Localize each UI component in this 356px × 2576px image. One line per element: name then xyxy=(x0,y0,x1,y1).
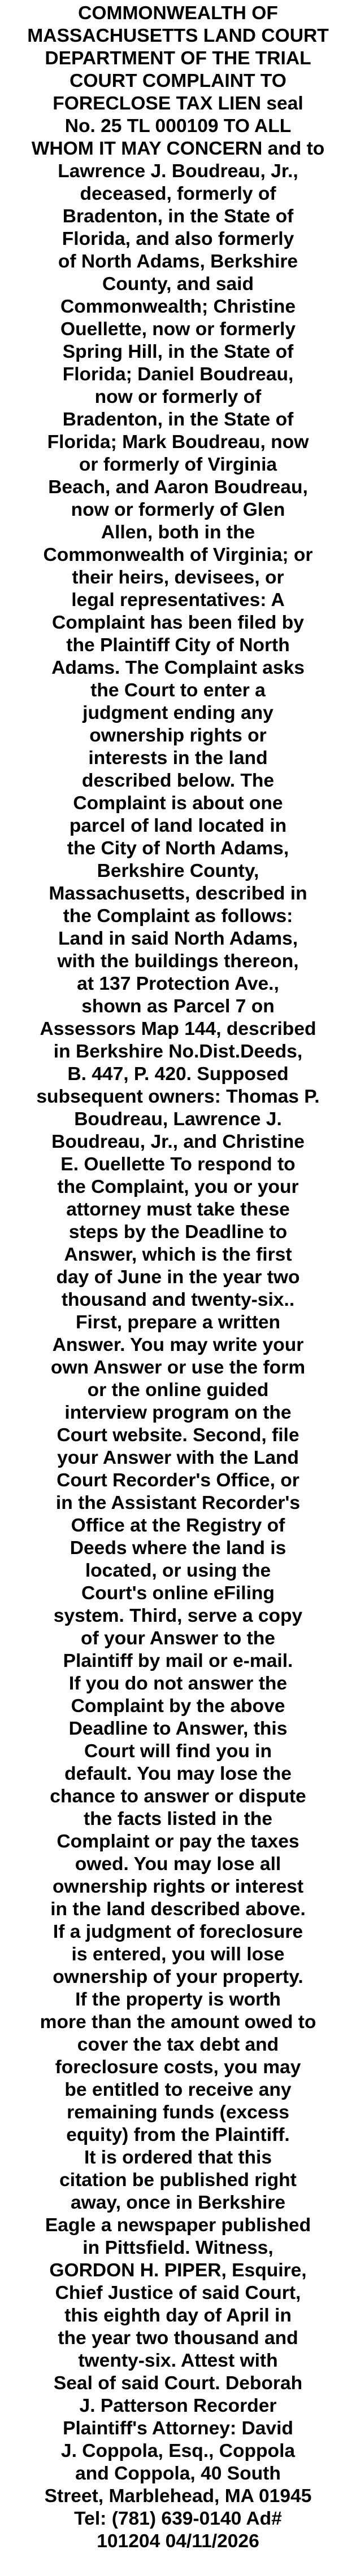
notice-body-text: COMMONWEALTH OF MASSACHUSETTS LAND COURT DEPARTMENT OF THE TRIAL COURT COMPLAINT TO FORECLOSE TAX LIEN seal No. 25 TL 000109 TO ALL WHOM IT MAY CONCERN and to Lawrence J. Boudreau, Jr., deceased, formerly of Bradenton, in the State of Florida, and also formerly of North Adams, Berkshire County, and said Commonwealth; Christine Ouellette, now or formerly Spring Hill, in the State of Florida; Daniel Boudreau, now or formerly of Bradenton, in the State of Florida; Mark Boudreau, now or formerly of Virginia Beach, and Aaron Boudreau, now or formerly of Glen Allen, both in the Commonwealth of Virginia; or their heirs, devisees, or legal representatives: A Complaint has been filed by the Plaintiff City of North Adams. The Complaint asks the Court to enter a judgment ending any ownership rights or interests in the land described below. The Complaint is about one parcel of land located in the City of North Adams, Berkshire County, Massachusetts, described in the Complaint as follows: Land in said North Adams, with the buildings thereon, at 137 Protection Ave., shown as Parcel 7 on Assessors Map 144, described in Berkshire No.Dist.Deeds, B. 447, P. 420. Supposed subsequent owners: Thomas P. Boudreau, Lawrence J. Boudreau, Jr., and Christine E. Ouellette To respond to the Complaint, you or your attorney must take these steps by the Deadline to Answer, which is the first day of June in the year two thousand and twenty-six.. First, prepare a written Answer. You may write your own Answer or use the form or the online guided interview program on the Court website. Second, file your Answer with the Land Court Recorder's Office, or in the Assistant Recorder's Office at the Registry of Deeds where the land is located, or using the Court's online eFiling system. Third, serve a copy of your Answer to the Plaintiff by mail or e-mail. If you do not answer the Complaint by the above Deadline to Answer, this Court will find you in default. You may lose the chance to answer or dispute the facts listed in the Complaint or pay the taxes owed. You may lose all ownership rights or interest in the land described above. If a judgment of foreclosure is entered, you will lose ownership of your property. If the property is worth more than the amount owed to cover the tax debt and foreclosure costs, you may be entitled to receive any remaining funds (excess equity) from the Plaintiff. It is ordered that this citation be published right away, once in Berkshire Eagle a newspaper published in Pittsfield. Witness, GORDON H. PIPER, Esquire, Chief Justice of said Court, this eighth day of April in the year two thousand and twenty-six. Attest with Seal of said Court. Deborah J. Patterson Recorder Plaintiff's Attorney: David J. Coppola, Esq., Coppola and Coppola, 40 South Street, Marblehead, MA 01945 Tel: (781) 639-0140 Ad# 101204 04/11/2026 xyxy=(27,3,329,2552)
